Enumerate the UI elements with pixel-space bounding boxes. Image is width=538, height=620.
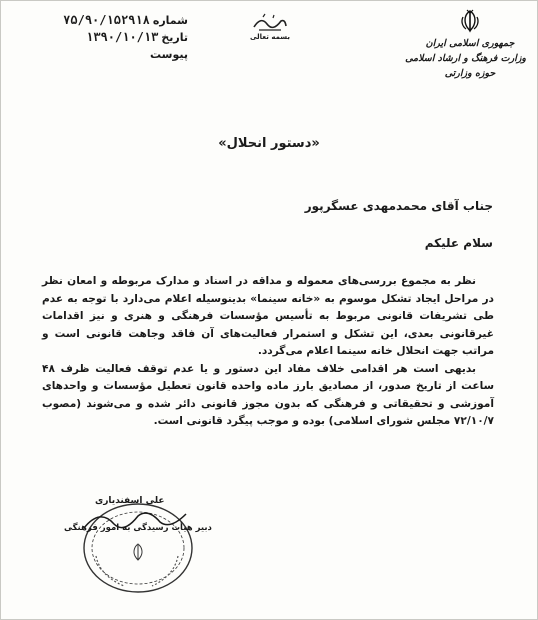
ministry-header [405, 8, 526, 81]
letter-meta [38, 12, 188, 63]
ministry-line-2: وزارت فرهنگ و ارشاد اسلامی [405, 53, 526, 64]
meta-date-value: ۱۳۹۰/۱۰/۱۳ [86, 30, 159, 44]
iran-emblem-icon [457, 8, 483, 34]
signer-name: علی اسفندیاری [95, 496, 165, 506]
letter-body [42, 273, 494, 431]
basmala [240, 12, 300, 41]
basmala-calligraphy-icon [251, 12, 289, 32]
letter-title: «دستور انحلال» [218, 136, 320, 151]
meta-number-row [38, 12, 188, 29]
meta-attachment-row [38, 46, 188, 63]
meta-number-value: ۷۵/۹۰/۱۵۲۹۱۸ [63, 13, 150, 27]
letter-greeting: سلام علیکم [424, 236, 493, 250]
letter-addressee: جناب آقای محمدمهدی عسگرپور [304, 199, 493, 213]
signature-block [60, 490, 250, 600]
meta-date-label: تاریخ [161, 31, 188, 44]
letter-paragraph-2: بدیهی است هر اقدامی خلاف مفاد این دستور و یا عدم توقف فعالیت ظرف ۴۸ ساعت از تاریخ صدور، از مصادیق بارز ماده واحده قانون تعطیل مؤسسات و واحدهای آموزشی و تحقیقاتی و فرهنگی که بدون مجوز قانونی دائر شده و می‌شوند (مصوب ۷۲/۱۰/۷ مجلس شورای اسلامی) بوده و موجب پیگرد قانونی است. [42, 362, 494, 427]
letter-paragraph-1: نظر به مجموع بررسی‌های معموله و مداقه در اسناد و مدارک مربوطه و امعان نظر در مراحل ایجاد تشکل موسوم به «خانه سینما» بدینوسیله اعلام می‌دارد با توجه به عدم طی تشریفات قانونی مربوط به تأسیس مؤسسات فرهنگی و هنری و نیز اقدامات غیرقانونی بعدی، این تشکل و استمرار فعالیت‌های آن فاقد وجاهت قانونی است و مراتب جهت انحلال خانه سینما اعلام می‌گردد. [42, 275, 494, 357]
meta-number-label: شماره [152, 14, 188, 27]
basmala-text: بسمه تعالی [249, 33, 291, 41]
meta-date-row [38, 29, 188, 46]
ministry-line-1: جمهوری اسلامی ایران [425, 38, 515, 49]
ministry-line-3: حوزه وزارتی [444, 68, 496, 79]
signer-title: دبیر هیأت رسیدگی به امور فرهنگی [64, 523, 212, 533]
meta-attachment-label: پیوست [150, 48, 188, 61]
